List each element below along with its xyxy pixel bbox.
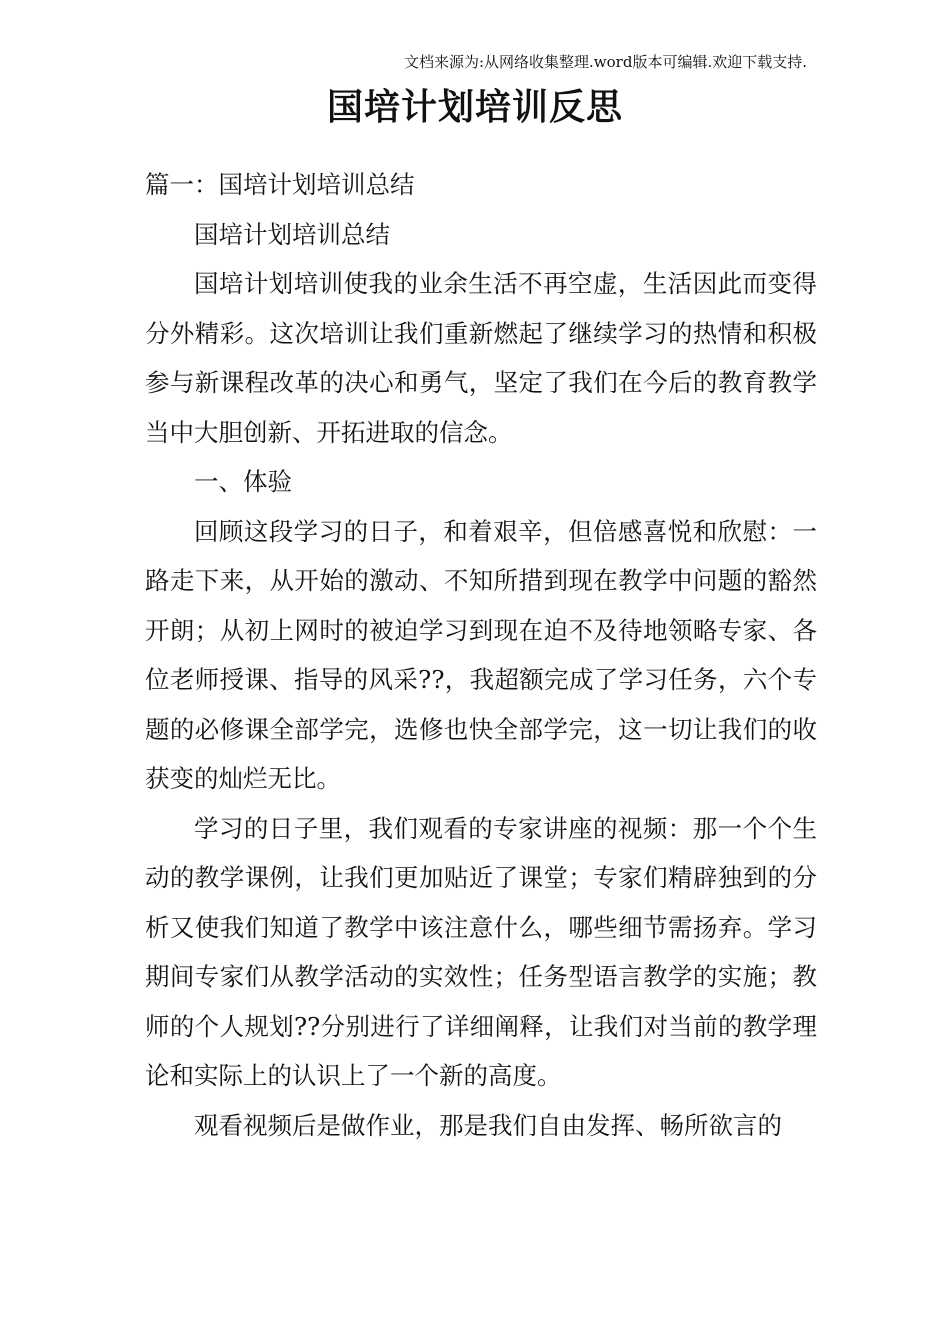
body-paragraph: 观看视频后是做作业，那是我们自由发挥、畅所欲言的 <box>194 1110 782 1140</box>
subsection-heading: 一、体验 <box>194 467 292 496</box>
section-heading: 篇一：国培计划培训总结 <box>145 170 415 199</box>
header-note: 文档来源为:从网络收集整理.word版本可编辑.欢迎下载支持. <box>403 53 807 71</box>
document-title: 国培计划培训反思 <box>326 86 623 128</box>
document-body <box>145 160 817 1150</box>
body-paragraph: 国培计划培训使我的业余生活不再空虚，生活因此而变得分外精彩。这次培训让我们重新燃起了继续学习的热情和积极参与新课程改革的决心和勇气，坚定了我们在今后的教育教学当中大胆创新、开拓进取的信念。 <box>145 269 817 447</box>
subtitle-paragraph: 国培计划培训总结 <box>194 219 390 249</box>
body-paragraph: 回顾这段学习的日子，和着艰辛，但倍感喜悦和欣慰：一路走下来，从开始的激动、不知所措到现在教学中问题的豁然开朗；从初上网时的被迫学习到现在迫不及待地领略专家、各位老师授课、指导的风采??，我超额完成了学习任务，六个专题的必修课全部学完，选修也快全部学完，这一切让我们的收获变的灿烂无比。 <box>145 516 817 793</box>
body-paragraph: 学习的日子里，我们观看的专家讲座的视频：那一个个生动的教学课例，让我们更加贴近了课堂；专家们精辟独到的分析又使我们知道了教学中该注意什么，哪些细节需扬弃。学习期间专家们从教学活动的实效性；任务型语言教学的实施；教师的个人规划??分别进行了详细阐释，让我们对当前的教学理论和实际上的认识上了一个新的高度。 <box>145 813 817 1090</box>
